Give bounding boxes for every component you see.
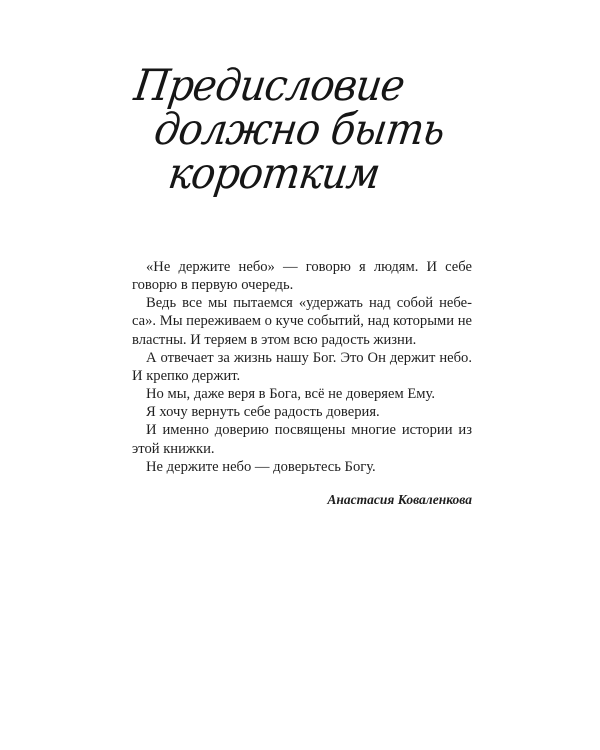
handwritten-title: [131, 60, 448, 199]
author-signature: Анастасия Коваленкова: [327, 492, 472, 507]
paragraph: «Не держите небо» — говорю я людям. И себе говорю в первую очередь.: [132, 259, 472, 294]
paragraph: И именно доверию посвящены многие истории из этой книжки.: [132, 422, 472, 457]
paragraph: Не держите небо — доверьтесь Богу.: [146, 458, 376, 475]
title-line-2: должно быть: [151, 104, 448, 155]
paragraph: Я хочу вернуть себе радость доверия.: [146, 404, 380, 421]
paragraph: А отвечает за жизнь нашу Бог. Это Он держит небо. И крепко держит.: [132, 349, 472, 384]
title-line-3: коротким: [165, 148, 383, 199]
preface-text: [132, 258, 472, 476]
title-line-1: Предисловие: [131, 60, 408, 111]
paragraph: Ведь все мы пытаемся «удержать над собой небеса». Мы переживаем о куче событий, над которыми не властны. И теряем в этом всю радость жизни.: [132, 295, 472, 348]
paragraph: Но мы, даже веря в Бога, всё не доверяем Ему.: [146, 386, 436, 403]
